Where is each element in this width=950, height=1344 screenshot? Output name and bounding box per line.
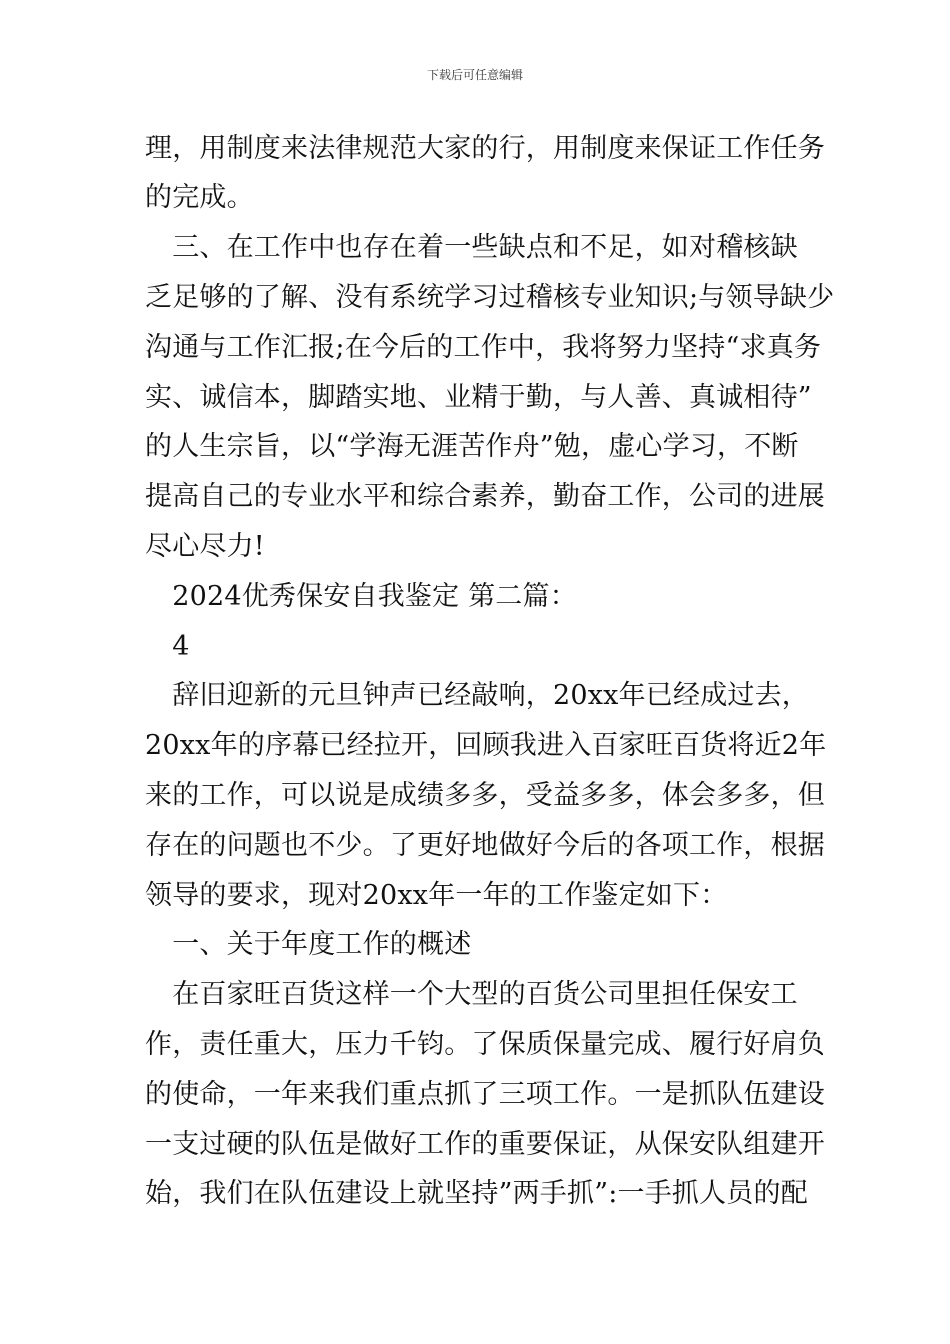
text-line: 4 [145, 631, 190, 662]
text-line: 实、诚信本，脚踏实地、业精于勤，与人善、真诚相待” [145, 382, 812, 413]
text-line: 作，责任重大，压力千钧。了保质保量完成、履行好肩负 [145, 1029, 825, 1060]
text-line: 理，用制度来法律规范大家的行，用制度来保证工作任务 [145, 133, 825, 164]
text-line: 三、在工作中也存在着一些缺点和不足，如对稽核缺 [145, 232, 798, 263]
text-line: 在百家旺百货这样一个大型的百货公司里担任保安工 [145, 979, 798, 1010]
page-header-note: 下载后可任意编辑 [426, 68, 523, 82]
text-line: 沟通与工作汇报;在今后的工作中，我将努力坚持“求真务 [145, 332, 822, 363]
section-heading: 2024优秀保安自我鉴定 第二篇： [145, 581, 577, 612]
subsection-heading: 一、关于年度工作的概述 [145, 929, 472, 960]
text-line: 20xx年的序幕已经拉开，回顾我进入百家旺百货将近2年 [145, 730, 827, 761]
text-line: 存在的问题也不少。了更好地做好今后的各项工作，根据 [145, 830, 825, 861]
text-line: 尽心尽力! [145, 531, 265, 562]
text-line: 领导的要求，现对20xx年一年的工作鉴定如下： [145, 880, 728, 911]
text-line: 辞旧迎新的元旦钟声已经敲响，20xx年已经成过去， [145, 680, 810, 711]
text-line: 的人生宗旨，以“学海无涯苦作舟”勉，虚心学习，不断 [145, 431, 799, 462]
text-line: 一支过硬的队伍是做好工作的重要保证，从保安队组建开 [145, 1129, 825, 1160]
text-line: 的完成。 [145, 182, 254, 213]
text-line: 提高自己的专业水平和综合素养，勤奋工作，公司的进展 [145, 481, 825, 512]
text-line: 的使命，一年来我们重点抓了三项工作。一是抓队伍建设 [145, 1079, 825, 1110]
text-line: 来的工作，可以说是成绩多多，受益多多，体会多多，但 [145, 780, 825, 811]
text-line: 始，我们在队伍建设上就坚持”两手抓”:一手抓人员的配 [145, 1178, 808, 1209]
text-line: 乏足够的了解、没有系统学习过稽核专业知识;与领导缺少 [145, 282, 835, 313]
